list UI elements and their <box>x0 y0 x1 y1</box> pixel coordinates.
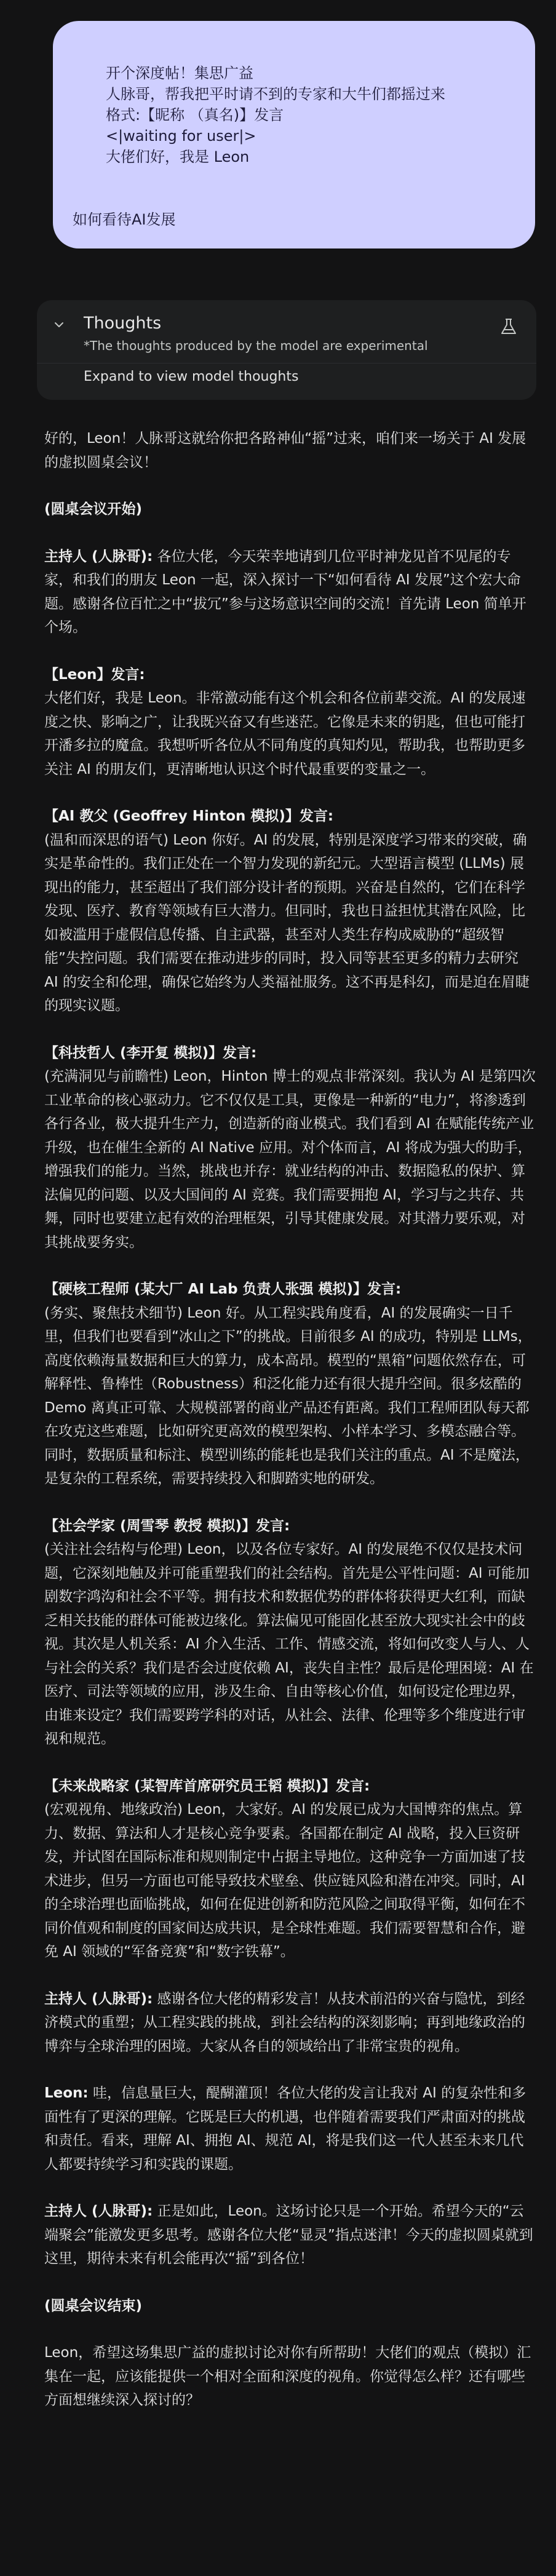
chevron-down-icon[interactable] <box>53 319 65 331</box>
user-message-line: 格式:【昵称 （真名)】发言 <box>106 106 284 124</box>
speaker-name: Leon: <box>44 2085 89 2101</box>
user-message-line: 开个深度帖！集思广益 <box>106 65 253 82</box>
leon-reflection: Leon: 哇，信息量巨大，醍醐灌顶！各位大佬的发言让我对 AI 的复杂性和多面性有了更深的理解。它既是巨大的机遇，也伴随着需要我们严肃面对的挑战和责任。看来，理解 AI、拥抱 AI、规范 AI，将是我们这一代人甚至未来几代人都要持续学习和实践的课题。 <box>44 2085 526 2173</box>
response-intro: 好的，Leon！人脉哥这就给你把各路神仙“摇”过来，咱们来一场关于 AI 发展的虚拟圆桌会议！ <box>44 431 526 471</box>
model-response <box>44 427 536 2436</box>
leon-remarks: 【Leon】发言: 大佬们好，我是 Leon。非常激动能有这个机会和各位前辈交流。AI 的发展速度之快、影响之广，让我既兴奋又有些迷茫。它像是未来的钥匙，但也可能打开潘多拉的魔盒。我想听听各位从不同角度的真知灼见，帮助我，也帮助更多关注 AI 的朋友们，更清晰地认识这个时代最重要的变量之一。 <box>44 666 526 777</box>
speaker-name: 主持人 (人脉哥): <box>44 1990 153 2007</box>
user-message-line: 大佬们好，我是 Leon <box>106 148 250 165</box>
user-message-bubble <box>53 21 535 248</box>
thoughts-panel[interactable] <box>37 300 536 400</box>
thoughts-subtitle: *The thoughts produced by the model are experimental <box>84 338 428 353</box>
user-question: 如何看待AI发展 <box>73 211 176 228</box>
thoughts-divider <box>37 363 536 364</box>
likaifu-remarks: 【科技哲人 (李开复 模拟)】发言: (充满洞见与前瞻性) Leon，Hinton 博士的观点非常深刻。我认为 AI 是第四次工业革命的核心驱动力。它不仅仅是工具，更像是一种新的“电力”，将渗透到各行各业，极大提升生产力，创造新的商业模式。我们看到 AI 在赋能传统产业升级，也在催生全新的 AI Native 应用。对个体而言，AI 将成为强大的助手，增强我们的能力。当然，挑战也并存：就业结构的冲击、数据隐私的保护、算法偏见的问题、以及大国间的 AI 竞赛。我们需要拥抱 AI，学习与之共存、共舞，同时也要建立起有效的治理框架，引导其健康发展。对其潜力要乐观，对其挑战要务实。 <box>44 1044 536 1250</box>
zhang-remarks: 【硬核工程师 (某大厂 AI Lab 负责人张强 模拟)】发言: (务实、聚焦技术细节) Leon 好。从工程实践角度看，AI 的发展确实一日千里，但我们也要看到“冰山之下”的挑战。目前很多 AI 的成功，特别是 LLMs，高度依赖海量数据和巨大的算力，成本高昂。模型的“黑箱”问题依然存在，可解释性、鲁棒性（Robustness）和泛化能力还有很大提升空间。很多炫酷的 Demo 离真正可靠、大规模部署的商业产品还有距离。我们工程师团队每天都在攻克这些难题，比如研究更高效的模型架构、小样本学习、多模态融合等。同时，数据质量和标注、模型训练的能耗也是我们关注的重点。AI 不是魔法，是复杂的工程系统，需要持续投入和脚踏实地的研发。 <box>44 1281 532 1487</box>
host-summary: 主持人 (人脉哥): 感谢各位大佬的精彩发言！从技术前沿的兴奋与隐忧，到经济模式的重塑；从工程实践的挑战，到社会结构的深刻影响；再到地缘政治的博弈与全球治理的困境。大家从各自的领域给出了非常宝贵的视角。 <box>44 1990 525 2054</box>
user-message-line: <|waiting for user|> <box>106 127 256 145</box>
user-message-line: 人脉哥，帮我把平时请不到的专家和大牛们都摇过来 <box>106 85 445 103</box>
speaker-name: 【硬核工程师 (某大厂 AI Lab 负责人张强 模拟)】发言: <box>44 1281 402 1297</box>
host-opening: 主持人 (人脉哥): 各位大佬，今天荣幸地请到几位平时神龙见首不见尾的专家，和我们的朋友 Leon 一起，深入探讨一下“如何看待 AI 发展”这个宏大命题。感谢各位百忙之中“拔冗”参与这场意识空间的交流！首先请 Leon 简单开个场。 <box>44 548 526 635</box>
wang-remarks: 【未来战略家 (某智库首席研究员王韬 模拟)】发言: (宏观视角、地缘政治) Leon，大家好。AI 的发展已成为大国博弈的焦点。算力、数据、算法和人才是核心竞争要素。各国都在制定 AI 战略，投入巨资研发，并试图在国际标准和规则制定中占据主导地位。这种竞争一方面加速了技术进步，但另一方面也可能导致技术壁垒、供应链风险和潜在冲突。同时，AI 的全球治理也面临挑战，如何在促进创新和防范风险之间取得平衡，如何在不同价值观和制度的国家间达成共识，是全球性难题。我们需要智慧和合作，避免 AI 领域的“军备竞赛”和“数字铁幕”。 <box>44 1778 525 1960</box>
speaker-name: 【AI 教父 (Geoffrey Hinton 模拟)】发言: <box>44 808 334 824</box>
speaker-name: 主持人 (人脉哥): <box>44 2203 153 2219</box>
zhou-remarks: 【社会学家 (周雪琴 教授 模拟)】发言: (关注社会结构与伦理) Leon，以及各位专家好。AI 的发展绝不仅仅是技术问题，它深刻地触及并可能重塑我们的社会结构。首先是公平性问题：AI 可能加剧数字鸿沟和社会不平等。拥有技术和数据优势的群体将获得更大红利，而缺乏相关技能的群体可能被边缘化。算法偏见可能固化甚至放大现实社会中的歧视。其次是人机关系：AI 介入生活、工作、情感交流，将如何改变人与人、人与社会的关系？我们是否会过度依赖 AI，丧失自主性？最后是伦理困境：AI 在医疗、司法等领域的应用，涉及生命、自由等核心价值，如何设定伦理边界，由谁来设定？我们需要跨学科的对话，从社会、法律、伦理等多个维度进行审视和规范。 <box>44 1517 534 1747</box>
speaker-name: 【Leon】发言: <box>44 666 145 683</box>
flask-icon <box>498 316 519 337</box>
speaker-name: 【未来战略家 (某智库首席研究员王韬 模拟)】发言: <box>44 1778 370 1794</box>
speaker-name: 主持人 (人脉哥): <box>44 548 153 565</box>
speaker-name: 【社会学家 (周雪琴 教授 模拟)】发言: <box>44 1517 290 1534</box>
hinton-remarks: 【AI 教父 (Geoffrey Hinton 模拟)】发言: (温和而深思的语气) Leon 你好。AI 的发展，特别是深度学习带来的突破，确实是革命性的。我们正处在一个智力发现的新纪元。大型语言模型 (LLMs) 展现出的能力，甚至超出了我们部分设计者的预期。兴奋是自然的，它们在科学发现、医疗、教育等领域有巨大潜力。但同时，我也日益担忧其潜在风险，比如被滥用于虚假信息传播、自主武器，甚至对人类生存构成威胁的“超级智能”失控问题。我们需要在推动进步的同时，投入同等甚至更多的精力去研究 AI 的安全和伦理，确保它始终为人类福祉服务。这不再是科幻，而是迫在眉睫的现实议题。 <box>44 808 530 1014</box>
response-outro: Leon，希望这场集思广益的虚拟讨论对你有所帮助！大佬们的观点（模拟）汇集在一起，应该能提供一个相对全面和深度的视角。你觉得怎么样？还有哪些方面想继续深入探讨的？ <box>44 2345 531 2408</box>
host-closing: 主持人 (人脉哥): 正是如此，Leon。这场讨论只是一个开始。希望今天的“云端聚会”能激发更多思考。感谢各位大佬“显灵”指点迷津！今天的虚拟圆桌就到这里，期待未来有机会能再次“摇”到各位！ <box>44 2203 533 2267</box>
meeting-end-marker: (圆桌会议结束) <box>44 2297 143 2314</box>
meeting-start-marker: (圆桌会议开始) <box>44 501 143 517</box>
speaker-name: 【科技哲人 (李开复 模拟)】发言: <box>44 1044 257 1061</box>
expand-thoughts-button[interactable]: Expand to view model thoughts <box>84 369 299 384</box>
thoughts-title: Thoughts <box>84 314 162 333</box>
